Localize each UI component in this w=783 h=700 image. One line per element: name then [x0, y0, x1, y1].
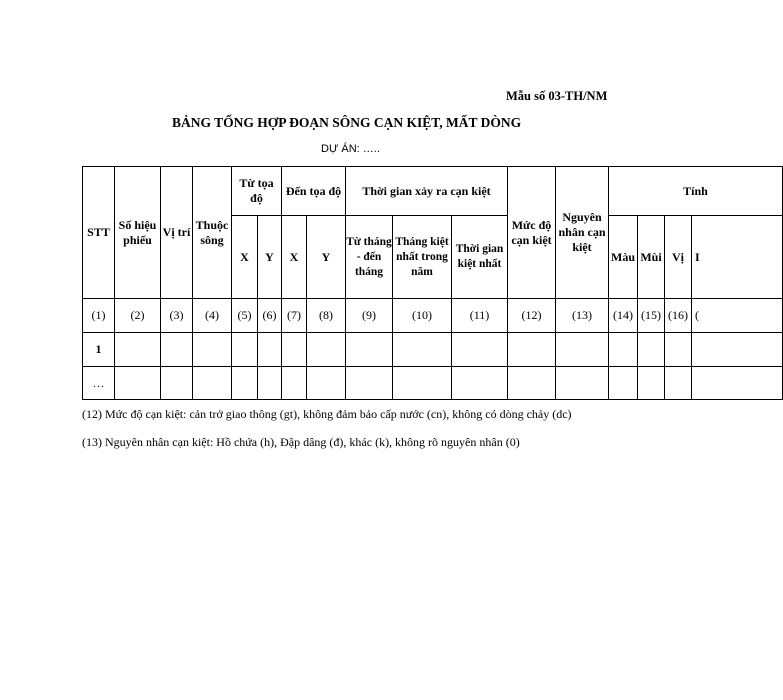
- table-cell: [193, 367, 232, 400]
- header-tu-x: X: [232, 216, 258, 299]
- table-cell: [258, 333, 282, 367]
- table-cell: [692, 367, 783, 400]
- table-cell: [307, 367, 346, 400]
- column-number: (: [692, 299, 783, 333]
- footnote-13: (13) Nguyên nhân cạn kiệt: Hồ chứa (h), Đập dâng (đ), khác (k), không rõ nguyên nhân (0): [82, 435, 520, 449]
- header-thoi-gian: Thời gian xảy ra cạn kiệt: [346, 167, 508, 216]
- footnote-12: (12) Mức độ cạn kiệt: cản trở giao thông (gt), không đảm bảo cấp nước (cn), không có dòng chảy (dc): [82, 407, 572, 421]
- table-cell: [282, 367, 307, 400]
- table-cell: [193, 333, 232, 367]
- table-cell: [393, 333, 452, 367]
- column-number: (11): [452, 299, 508, 333]
- column-number: (1): [83, 299, 115, 333]
- table-row: [83, 333, 783, 367]
- header-den-toa-do: Đến tọa độ: [282, 167, 346, 216]
- table-cell: [692, 333, 783, 367]
- table-cell: [258, 367, 282, 400]
- footnotes: [82, 406, 622, 451]
- summary-table: [82, 166, 783, 400]
- table-cell: [346, 333, 393, 367]
- project-label: DỰ ÁN: …..: [321, 143, 380, 155]
- table-cell: [556, 333, 609, 367]
- table-cell: [508, 333, 556, 367]
- table-cell: [161, 333, 193, 367]
- header-vi-tri: Vị trí: [161, 167, 193, 299]
- column-number: (10): [393, 299, 452, 333]
- column-number: (8): [307, 299, 346, 333]
- table-cell: [665, 333, 692, 367]
- table-cell: [638, 333, 665, 367]
- header-den-y: Y: [307, 216, 346, 299]
- form-code: Mẫu số 03-TH/NM: [506, 89, 608, 103]
- table-cell: [609, 333, 638, 367]
- table-row: [83, 367, 783, 400]
- table-cell: [638, 367, 665, 400]
- table-cell: [282, 333, 307, 367]
- header-thang-kiet-nhat: Tháng kiệt nhất trong năm: [393, 216, 452, 299]
- header-so-hieu-phieu: Số hiệu phiếu: [115, 167, 161, 299]
- table-cell: [307, 333, 346, 367]
- header-tinh-chat: Tính: [609, 167, 783, 216]
- summary-table-container: [82, 166, 708, 402]
- header-mau: Màu: [609, 216, 638, 299]
- table-cell: [161, 367, 193, 400]
- header-mui: Mùi: [638, 216, 665, 299]
- table-cell: [609, 367, 638, 400]
- table-cell: [115, 333, 161, 367]
- table-cell: [232, 367, 258, 400]
- table-cell: [452, 367, 508, 400]
- column-number: (3): [161, 299, 193, 333]
- header-nguyen-nhan: Nguyên nhân cạn kiệt: [556, 167, 609, 299]
- column-number: (6): [258, 299, 282, 333]
- column-number: (2): [115, 299, 161, 333]
- column-number: (16): [665, 299, 692, 333]
- header-tu-toa-do: Từ tọa độ: [232, 167, 282, 216]
- column-number-row: [83, 299, 783, 333]
- column-number: (9): [346, 299, 393, 333]
- header-tu-thang: Từ tháng - đến tháng: [346, 216, 393, 299]
- column-number: (12): [508, 299, 556, 333]
- column-number: (13): [556, 299, 609, 333]
- column-number: (4): [193, 299, 232, 333]
- column-number: (14): [609, 299, 638, 333]
- table-cell: [346, 367, 393, 400]
- table-cell: [452, 333, 508, 367]
- column-number: (15): [638, 299, 665, 333]
- table-cell: [556, 367, 609, 400]
- header-thuoc-song: Thuộc sông: [193, 167, 232, 299]
- header-thoi-gian-kiet-nhat: Thời gian kiệt nhất: [452, 216, 508, 299]
- header-vi: Vị: [665, 216, 692, 299]
- document-title: BẢNG TỔNG HỢP ĐOẠN SÔNG CẠN KIỆT, MẤT DÒNG: [172, 115, 522, 130]
- column-number: (7): [282, 299, 307, 333]
- header-den-x: X: [282, 216, 307, 299]
- table-cell: [508, 367, 556, 400]
- header-extra-col: I: [692, 216, 783, 299]
- row-stt: 1: [83, 333, 115, 367]
- header-stt: STT: [83, 167, 115, 299]
- header-tu-y: Y: [258, 216, 282, 299]
- header-muc-do: Mức độ cạn kiệt: [508, 167, 556, 299]
- row-stt: …: [83, 367, 115, 400]
- header-row-1: [83, 167, 783, 216]
- table-cell: [115, 367, 161, 400]
- table-cell: [232, 333, 258, 367]
- column-number: (5): [232, 299, 258, 333]
- table-cell: [665, 367, 692, 400]
- table-cell: [393, 367, 452, 400]
